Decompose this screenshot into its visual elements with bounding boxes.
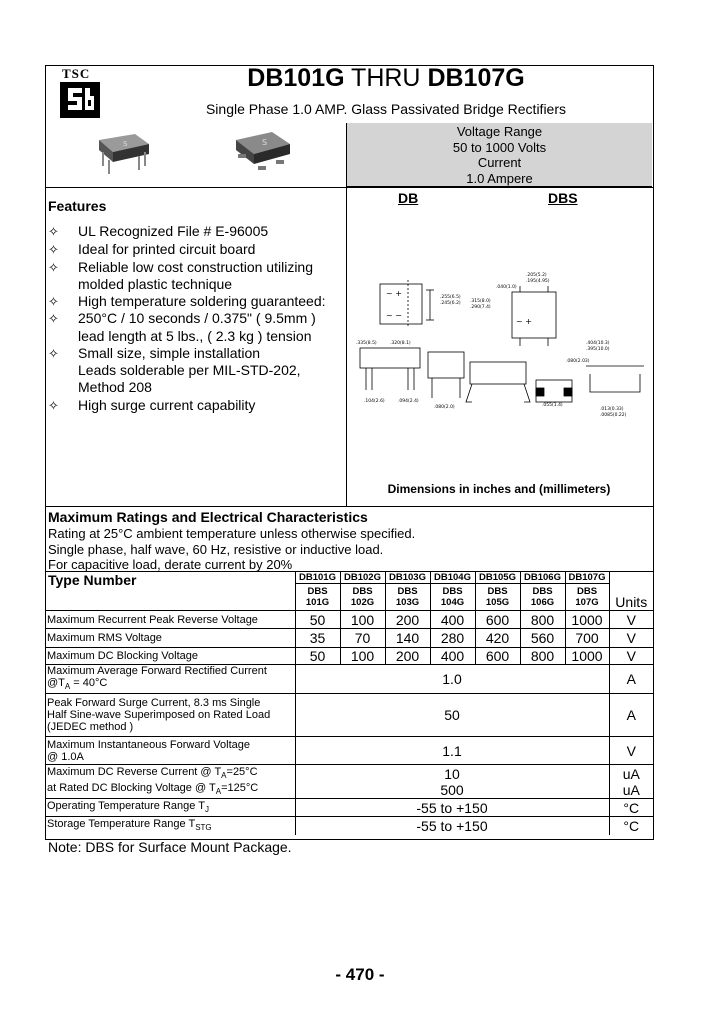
voltage-range-label: Voltage Range <box>456 124 543 139</box>
svg-text:S: S <box>123 140 128 148</box>
feature-item: ✧ UL Recognized File # E-96005 <box>48 223 269 239</box>
unit-cell: A <box>609 694 653 737</box>
svg-text:.080(2.03): .080(2.03) <box>566 359 590 364</box>
feature-item-cont: Method 208 <box>78 379 152 395</box>
feature-item: ✧ High temperature soldering guaranteed: <box>48 293 326 309</box>
table-cell: 50 <box>295 648 340 665</box>
table-cell: 100 <box>340 611 385 629</box>
table-cell: 600 <box>475 648 520 665</box>
table-cell: 50 <box>295 694 609 737</box>
dbs-type-header: DBS 107G <box>565 584 609 611</box>
table-cell: 1000 <box>565 648 609 665</box>
page-title: DB101G THRU DB107G <box>247 64 525 92</box>
page-subtitle: Single Phase 1.0 AMP. Glass Passivated Bridge Rectifiers <box>205 101 567 117</box>
svg-text:.0085(0.22): .0085(0.22) <box>600 413 627 418</box>
table-cell: 420 <box>475 629 520 648</box>
db-type-header: DB107G <box>565 572 609 584</box>
svg-text:.195(4.95): .195(4.95) <box>526 279 550 284</box>
svg-text:.320(8.1): .320(8.1) <box>390 341 411 346</box>
feature-item: ✧ 250°C / 10 seconds / 0.375" ( 9.5mm ) <box>48 310 316 326</box>
dbs-type-header: DBS 103G <box>385 584 430 611</box>
dbs-type-header: DBS 106G <box>520 584 565 611</box>
table-row <box>45 737 653 765</box>
table-row <box>45 665 653 694</box>
db-package-image <box>95 130 153 178</box>
db-type-header: DB102G <box>340 572 385 584</box>
unit-cell: V <box>609 629 653 648</box>
table-cell: 100 <box>340 648 385 665</box>
svg-text:.055(1.4): .055(1.4) <box>542 403 563 408</box>
db-type-header: DB105G <box>475 572 520 584</box>
dbs-type-header: DBS 105G <box>475 584 520 611</box>
page-number: - 470 - <box>335 965 385 984</box>
table-cell: 140 <box>385 629 430 648</box>
svg-text:.205(5.2): .205(5.2) <box>526 273 547 278</box>
current-label: Current <box>477 155 522 170</box>
table-cell: 50 <box>295 611 340 629</box>
svg-text:.315(8.0): .315(8.0) <box>470 299 491 304</box>
table-cell: 1000 <box>565 611 609 629</box>
unit-cell: V <box>609 611 653 629</box>
svg-text:.335(8.5): .335(8.5) <box>356 341 377 346</box>
feature-item: ✧ Small size, simple installation <box>48 345 261 361</box>
svg-text:S: S <box>262 138 268 147</box>
feature-item: ✧ Reliable low cost construction utilizing <box>48 259 313 275</box>
db-type-header: DB104G <box>430 572 475 584</box>
table-cell: 800 <box>520 611 565 629</box>
table-cell: 1.1 <box>295 737 609 765</box>
param-label: Maximum DC Blocking Voltage <box>45 648 295 665</box>
ratings-condition: For capacitive load, derate current by 20% <box>48 557 293 572</box>
dbs-type-header: DBS 101G <box>295 584 340 611</box>
feature-item: ✧ High surge current capability <box>48 397 256 413</box>
param-label: Maximum DC Reverse Current @ $T_A=25^\circ C$ at Rated DC Blocking Voltage @ $T_A=125^\circ C$ <box>45 765 295 799</box>
param-label: Maximum Recurrent Peak Reverse Voltage <box>45 611 295 629</box>
table-cell: 1.0 <box>295 665 609 694</box>
unit-cell: °C <box>609 817 653 835</box>
param-label: Storage Temperature Range $T_{STG}$ <box>45 817 295 835</box>
table-row <box>45 629 653 648</box>
table-cell: -55 to +150 <box>295 817 609 835</box>
table-cell: 280 <box>430 629 475 648</box>
voltage-range-value: 50 to 1000 Volts <box>452 139 547 155</box>
table-cell: 35 <box>295 629 340 648</box>
table-cell: 400 <box>430 611 475 629</box>
svg-text:.094(2.4): .094(2.4) <box>398 399 419 404</box>
ratings-condition: Single phase, half wave, 60 Hz, resistive or inductive load. <box>48 542 384 557</box>
table-cell: -55 to +150 <box>295 799 609 817</box>
db-type-header: DB106G <box>520 572 565 584</box>
divider-features <box>45 506 653 507</box>
db-type-header: DB103G <box>385 572 430 584</box>
table-cell: 700 <box>565 629 609 648</box>
svg-text:.080(2.0): .080(2.0) <box>434 405 455 410</box>
dimensions-note: Dimensions in inches and (millimeters) <box>387 482 611 496</box>
param-label: Peak Forward Surge Current, 8.3 ms Single Half Sine-wave Superimposed on Rated Load (JEDEC method ) <box>45 694 295 737</box>
svg-text:.395(10.0): .395(10.0) <box>586 347 610 352</box>
svg-text:.104(2.6): .104(2.6) <box>364 399 385 404</box>
unit-cell: °C <box>609 799 653 817</box>
table-cell: 400 <box>430 648 475 665</box>
table-cell: 10 500 <box>295 765 609 799</box>
table-cell: 70 <box>340 629 385 648</box>
svg-text:.040(1.0): .040(1.0) <box>496 285 517 290</box>
features-title: Features <box>48 198 107 214</box>
current-value: 1.0 Ampere <box>466 170 533 186</box>
units-header: Units <box>609 572 653 611</box>
table-cell: 560 <box>520 629 565 648</box>
param-label: Maximum RMS Voltage <box>45 629 295 648</box>
svg-text:.245(6.2): .245(6.2) <box>440 301 461 306</box>
svg-text:.404(10.3): .404(10.3) <box>586 341 610 346</box>
unit-cell: uA uA <box>609 765 653 799</box>
table-cell: 800 <box>520 648 565 665</box>
feature-item-cont: Leads solderable per MIL-STD-202, <box>78 362 301 378</box>
param-label: Maximum Instantaneous Forward Voltage @ 1.0A <box>45 737 295 765</box>
table-cell: 200 <box>385 611 430 629</box>
dbs-type-header: DBS 102G <box>340 584 385 611</box>
unit-cell: V <box>609 648 653 665</box>
unit-cell: A <box>609 665 653 694</box>
feature-item-cont: molded plastic technique <box>78 276 233 292</box>
table-row <box>45 799 653 817</box>
voltage-range-box <box>346 123 652 187</box>
dbs-type-header: DBS 104G <box>430 584 475 611</box>
svg-text:~ +: ~ + <box>516 317 532 326</box>
svg-text:.255(6.5): .255(6.5) <box>440 295 461 300</box>
footnote: Note: DBS for Surface Mount Package. <box>48 839 292 855</box>
table-row <box>45 694 653 737</box>
table-row <box>45 648 653 665</box>
table-row <box>45 611 653 629</box>
svg-text:~ +: ~ + <box>386 289 402 298</box>
table-cell: 200 <box>385 648 430 665</box>
ratings-table <box>45 571 653 835</box>
svg-text:.290(7.4): .290(7.4) <box>470 305 491 310</box>
company-logo-icon <box>60 82 100 118</box>
db-type-header: DB101G <box>295 572 340 584</box>
table-cell: 600 <box>475 611 520 629</box>
table-row <box>45 817 653 835</box>
svg-text:.013(0.33): .013(0.33) <box>600 407 624 412</box>
type-number-header: Type Number <box>45 572 295 611</box>
unit-cell: V <box>609 737 653 765</box>
param-label: Maximum Average Forward Rectified Current $@T_A = 40^\circ C$ <box>45 665 295 694</box>
package-dimension-drawing <box>350 262 650 432</box>
table-row <box>45 765 653 799</box>
ratings-title: Maximum Ratings and Electrical Characteristics <box>48 509 368 525</box>
table-header-row <box>45 572 653 584</box>
param-label: Operating Temperature Range $T_J$ <box>45 799 295 817</box>
ratings-condition: Rating at 25°C ambient temperature unless otherwise specified. <box>48 526 416 541</box>
db-package-label: DB <box>398 190 419 206</box>
dbs-package-image <box>232 128 294 180</box>
divider-header <box>45 187 653 188</box>
feature-item: ✧ Ideal for printed circuit board <box>48 241 256 257</box>
svg-text:~ −: ~ − <box>386 311 402 320</box>
logo-text: TSC <box>62 66 91 81</box>
dbs-package-label: DBS <box>548 190 578 206</box>
feature-item-cont: lead length at 5 lbs., ( 2.3 kg ) tension <box>78 328 312 344</box>
